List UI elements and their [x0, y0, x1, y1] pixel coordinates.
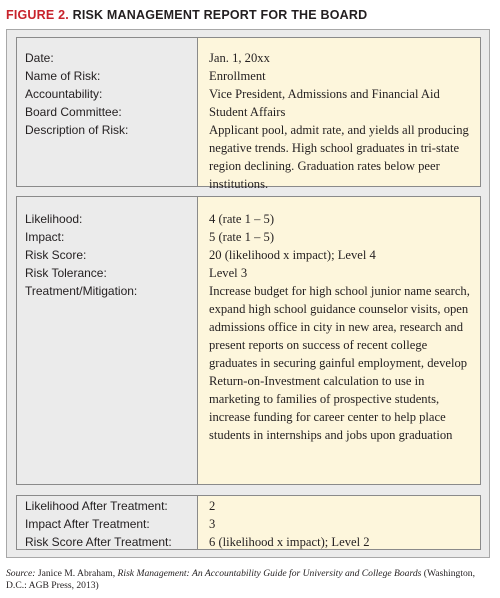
date-value: Jan. 1, 20xx [209, 51, 270, 65]
section-1-values [197, 38, 480, 191]
section-2-labels [17, 197, 197, 484]
section-3-values [197, 496, 480, 549]
impact-value: 5 (rate 1 – 5) [209, 230, 275, 244]
treatment-value: Increase budget for high school junior name search, expand high school guidance counselor visits, open admissions office in city in new area, research and present reports on success of recent college graduates in securing gainful employment, develop Return-on-Investment calculation to use in marketing to families of prospective students, increase funding for career center to help place students in internships and jobs upon graduation [209, 284, 470, 442]
report-frame [6, 29, 490, 558]
section-risk-identification [16, 37, 481, 191]
risk-score-after-value: 6 (likelihood x impact); Level 2 [209, 535, 370, 549]
section-2-values [197, 197, 480, 484]
figure-title [6, 8, 367, 22]
section-1-labels [17, 38, 197, 186]
board-committee-label: Board Committee: [25, 105, 122, 119]
likelihood-label: Likelihood: [25, 212, 83, 226]
risk-tolerance-label: Risk Tolerance: [25, 266, 107, 280]
source-citation [6, 568, 494, 592]
risk-name-label: Name of Risk: [25, 69, 101, 83]
risk-tolerance-value: Level 3 [209, 266, 248, 280]
treatment-label: Treatment/Mitigation: [25, 284, 138, 298]
description-label: Description of Risk: [25, 123, 129, 137]
risk-score-after-label: Risk Score After Treatment: [25, 535, 172, 549]
accountability-label: Accountability: [25, 87, 103, 101]
likelihood-after-label: Likelihood After Treatment: [25, 499, 168, 513]
section-3-labels [17, 496, 197, 549]
risk-score-value: 20 (likelihood x impact); Level 4 [209, 248, 376, 262]
accountability-value: Vice President, Admissions and Financial Aid [209, 87, 440, 101]
source-book-title: Risk Management: An Accountability Guide for University and College Boards [117, 568, 422, 579]
section-after-treatment [16, 495, 481, 550]
description-value: Applicant pool, admit rate, and yields all producing negative trends. High school graduates in tri-state region declining. Graduation rates below peer institutions. [209, 123, 469, 191]
source-author: Janice M. Abraham, [35, 568, 118, 579]
likelihood-after-value: 2 [209, 499, 216, 513]
section-risk-assessment [16, 196, 481, 485]
risk-name-value: Enrollment [209, 69, 266, 83]
risk-score-label: Risk Score: [25, 248, 87, 262]
figure-title-text: RISK MANAGEMENT REPORT FOR THE BOARD [68, 8, 368, 22]
impact-after-value: 3 [209, 517, 216, 531]
source-prefix: Source: [6, 568, 36, 579]
impact-after-label: Impact After Treatment: [25, 517, 150, 531]
source-publisher: (Washington, D.C.: AGB Press, 2013) [6, 568, 475, 591]
likelihood-value: 4 (rate 1 – 5) [209, 212, 275, 226]
impact-label: Impact: [25, 230, 65, 244]
date-label: Date: [25, 51, 54, 65]
board-committee-value: Student Affairs [209, 105, 286, 119]
figure-label: FIGURE 2. [6, 8, 69, 22]
